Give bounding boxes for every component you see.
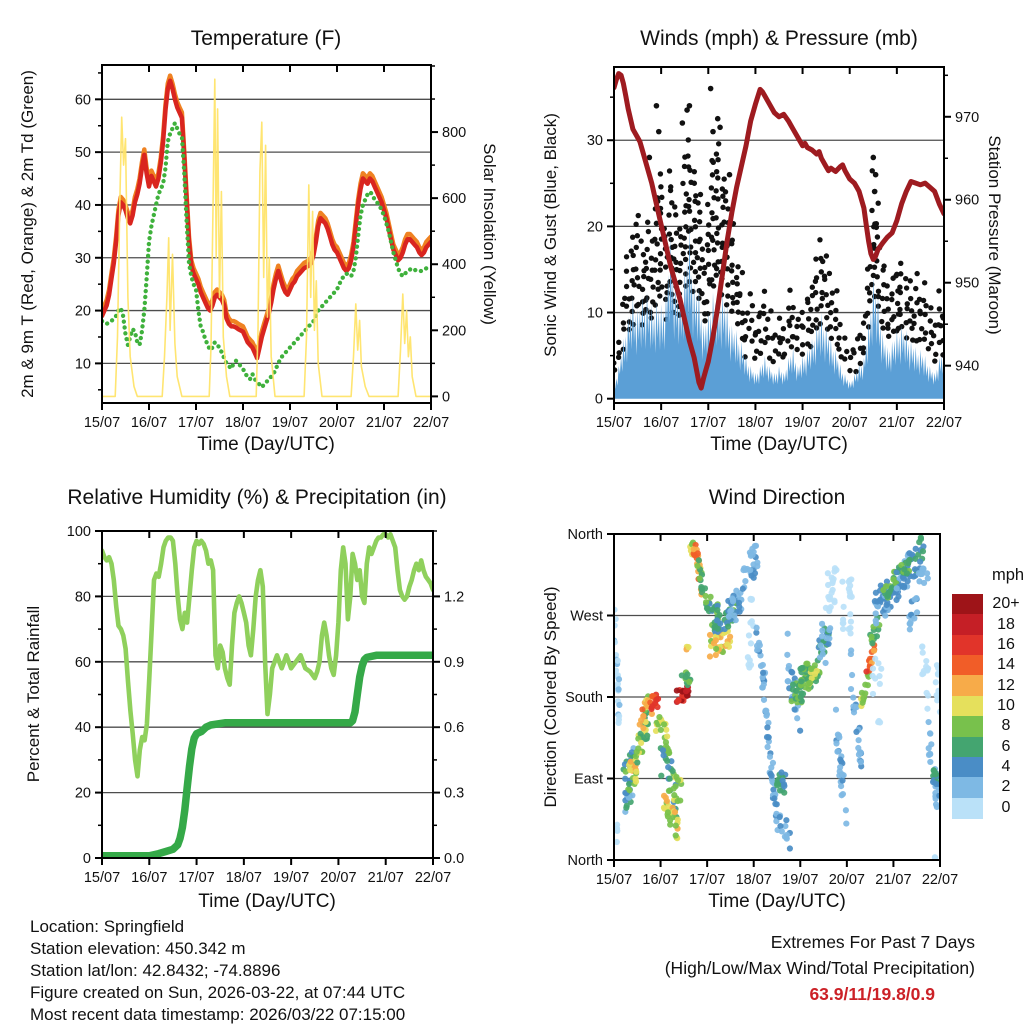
extremes-subtitle: (High/Low/Max Wind/Total Precipitation) [664, 958, 975, 978]
svg-text:18/07: 18/07 [735, 872, 772, 888]
svg-text:0.9: 0.9 [444, 654, 465, 671]
colorbar-block [952, 614, 983, 635]
svg-text:20/07: 20/07 [828, 872, 866, 888]
svg-text:50: 50 [74, 145, 91, 162]
svg-text:60: 60 [74, 654, 91, 671]
svg-text:17/07: 17/07 [688, 872, 726, 888]
colorbar-label: 14 [997, 656, 1015, 674]
colorbar-title: mph [991, 566, 1024, 584]
svg-text:10: 10 [586, 305, 603, 322]
panel-title-wind-direction: Wind Direction [708, 486, 846, 509]
svg-text:16/07: 16/07 [642, 872, 679, 888]
station-location: Location: Springfield [30, 917, 185, 936]
station-info [30, 916, 405, 1024]
svg-text:600: 600 [442, 191, 467, 208]
x-axis-label-winds: Time (Day/UTC) [710, 434, 848, 455]
svg-text:15/07: 15/07 [595, 415, 633, 431]
svg-text:20: 20 [74, 303, 91, 320]
svg-text:200: 200 [442, 323, 467, 340]
svg-text:South: South [565, 690, 603, 706]
colorbar-label: 0 [1001, 798, 1011, 816]
panel-title-winds-pressure: Winds (mph) & Pressure (mb) [640, 27, 918, 50]
svg-text:0.6: 0.6 [444, 720, 465, 737]
colorbar-block [952, 716, 983, 737]
colorbar-label: 10 [997, 697, 1015, 714]
y-axis-label-temperature-left: 2m & 9m T (Red, Orange) & 2m Td (Green) [18, 70, 37, 398]
svg-text:19/07: 19/07 [782, 872, 819, 888]
svg-text:940: 940 [955, 358, 980, 375]
svg-text:950: 950 [955, 275, 980, 292]
svg-text:0: 0 [594, 391, 603, 408]
svg-text:800: 800 [442, 125, 467, 142]
panel-title-temperature: Temperature (F) [190, 27, 342, 50]
svg-text:16/07: 16/07 [130, 415, 168, 431]
station-latlon: Station lat/lon: 42.8432; -74.8896 [30, 961, 281, 980]
svg-text:18/07: 18/07 [224, 415, 262, 431]
svg-text:20/07: 20/07 [318, 415, 356, 431]
colorbar-block [952, 635, 983, 656]
svg-text:18/07: 18/07 [225, 870, 263, 886]
svg-text:22/07: 22/07 [921, 872, 959, 888]
svg-text:North: North [567, 527, 603, 543]
svg-text:40: 40 [74, 197, 91, 214]
svg-text:20: 20 [586, 219, 603, 236]
svg-text:17/07: 17/07 [690, 415, 727, 431]
svg-text:960: 960 [955, 192, 980, 209]
colorbar-block [952, 594, 983, 615]
svg-text:30: 30 [74, 250, 91, 267]
svg-text:80: 80 [74, 589, 91, 606]
svg-text:19/07: 19/07 [272, 870, 310, 886]
svg-text:15/07: 15/07 [83, 870, 121, 886]
svg-text:100: 100 [66, 524, 91, 540]
station-elevation: Station elevation: 450.342 m [30, 939, 246, 958]
svg-text:20/07: 20/07 [831, 415, 868, 431]
svg-text:15/07: 15/07 [595, 872, 633, 888]
svg-text:1.2: 1.2 [444, 589, 465, 606]
x-axis-label-temperature: Time (Day/UTC) [197, 434, 335, 455]
colorbar-block [952, 777, 983, 798]
colorbar-block [952, 675, 983, 696]
panel-title-humidity-precip: Relative Humidity (%) & Precipitation (in) [67, 486, 447, 509]
svg-text:16/07: 16/07 [642, 415, 680, 431]
colorbar-block [952, 737, 983, 758]
y-axis-label-percent-rainfall: Percent & Total Rainfall [24, 605, 43, 783]
svg-text:16/07: 16/07 [131, 870, 168, 886]
svg-text:400: 400 [442, 257, 467, 274]
svg-text:19/07: 19/07 [784, 415, 821, 431]
svg-text:22/07: 22/07 [414, 870, 452, 886]
svg-text:West: West [570, 608, 603, 625]
colorbar-label: 16 [997, 635, 1015, 653]
svg-text:East: East [573, 771, 603, 788]
svg-text:21/07: 21/07 [875, 872, 912, 888]
svg-text:970: 970 [955, 109, 980, 126]
x-axis-label-wind-direction: Time (Day/UTC) [708, 891, 846, 912]
y-axis-label-pressure-right: Station Pressure (Maroon) [985, 135, 1004, 335]
svg-text:North: North [567, 853, 603, 869]
svg-text:22/07: 22/07 [925, 415, 963, 431]
svg-text:10: 10 [74, 356, 91, 373]
svg-text:20/07: 20/07 [320, 870, 357, 886]
y-axis-label-solar-right: Solar Insolation (Yellow) [480, 143, 499, 325]
svg-text:30: 30 [586, 133, 603, 150]
y-axis-label-wind-left: Sonic Wind & Gust (Blue, Black) [541, 113, 560, 357]
colorbar-label: 12 [997, 676, 1015, 694]
x-axis-label-humidity: Time (Day/UTC) [198, 891, 336, 912]
colorbar-block [952, 696, 983, 717]
svg-text:17/07: 17/07 [177, 415, 215, 431]
svg-text:20: 20 [74, 785, 91, 802]
colorbar-label: 6 [1001, 737, 1011, 755]
svg-text:0: 0 [82, 851, 91, 867]
extremes-title: Extremes For Past 7 Days [770, 932, 975, 952]
svg-text:0.3: 0.3 [444, 785, 465, 802]
colorbar-label: 20+ [992, 595, 1020, 613]
y-axis-label-direction: Direction (Colored By Speed) [541, 586, 560, 808]
svg-text:60: 60 [74, 92, 91, 109]
colorbar-label: 18 [997, 615, 1015, 633]
colorbar-label: 4 [1001, 758, 1011, 776]
colorbar-block [952, 757, 983, 778]
svg-text:22/07: 22/07 [412, 415, 450, 431]
svg-text:18/07: 18/07 [737, 415, 774, 431]
figure-created-timestamp: Figure created on Sun, 2026-03-22, at 07:44 UTC [30, 983, 406, 1002]
colorbar-label: 8 [1001, 717, 1011, 735]
svg-text:15/07: 15/07 [83, 415, 121, 431]
svg-text:19/07: 19/07 [271, 415, 309, 431]
svg-text:17/07: 17/07 [178, 870, 215, 886]
svg-text:0.0: 0.0 [444, 851, 465, 867]
colorbar-label: 2 [1001, 778, 1011, 796]
extremes-values: 63.9/11/19.8/0.9 [809, 984, 935, 1004]
svg-text:21/07: 21/07 [878, 415, 916, 431]
colorbar-block [952, 798, 983, 819]
svg-text:21/07: 21/07 [367, 870, 404, 886]
most-recent-data-timestamp: Most recent data timestamp: 2026/03/22 07:15:00 [30, 1005, 406, 1024]
svg-text:0: 0 [442, 389, 451, 406]
svg-text:21/07: 21/07 [365, 415, 403, 431]
colorbar-block [952, 655, 983, 676]
svg-text:40: 40 [74, 720, 91, 737]
